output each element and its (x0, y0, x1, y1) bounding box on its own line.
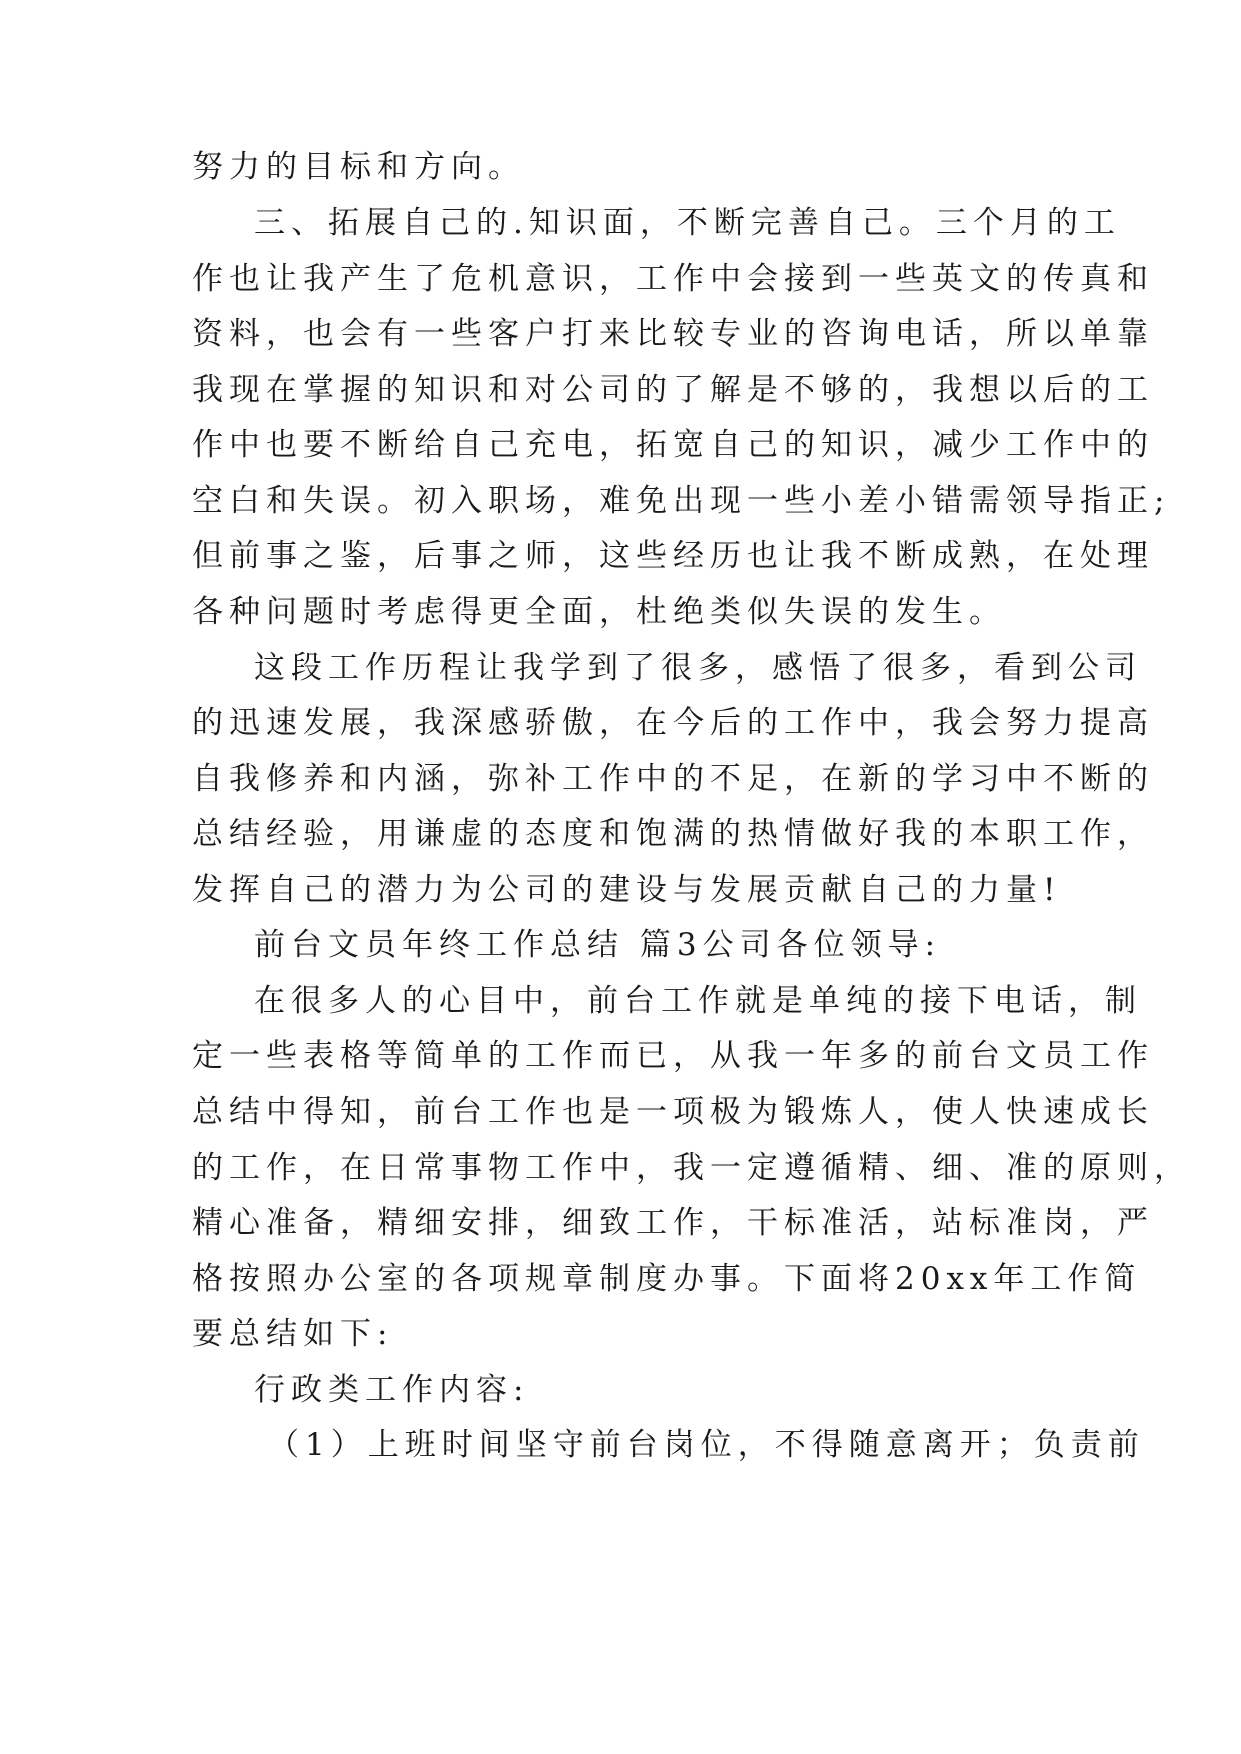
text-line: 精心准备，精细安排，细致工作，干标准活，站标准岗，严 (192, 1205, 1154, 1241)
text-line: 我现在掌握的知识和对公司的了解是不够的，我想以后的工 (192, 372, 1154, 408)
text-line: 努力的目标和方向。 (192, 149, 525, 185)
subheading-line: 行政类工作内容: (254, 1372, 530, 1408)
text-line: 自我修养和内涵，弥补工作中的不足，在新的学习中不断的 (192, 761, 1154, 797)
text-line: 作中也要不断给自己充电，拓宽自己的知识，减少工作中的 (192, 427, 1154, 463)
article-heading-line: 前台文员年终工作总结 篇3公司各位领导: (254, 927, 942, 963)
text-line: 但前事之鉴，后事之师，这些经历也让我不断成熟，在处理 (192, 538, 1154, 574)
section-heading-line: 三、拓展自己的.知识面，不断完善自己。三个月的工 (254, 205, 1121, 241)
text-line: 总结经验，用谦虚的态度和饱满的热情做好我的本职工作， (192, 816, 1154, 852)
text-line: 的工作，在日常事物工作中，我一定遵循精、细、准的原则， (192, 1150, 1191, 1186)
list-item-line: （1）上班时间坚守前台岗位，不得随意离开；负责前 (268, 1427, 1145, 1463)
text-line: 各种问题时考虑得更全面，杜绝类似失误的发生。 (192, 594, 1006, 630)
text-line: 格按照办公室的各项规章制度办事。下面将20xx年工作简 (192, 1261, 1142, 1297)
text-line: 空白和失误。初入职场，难免出现一些小差小错需领导指正; (192, 483, 1171, 519)
text-line: 总结中得知，前台工作也是一项极为锻炼人，使人快速成长 (192, 1094, 1154, 1130)
paragraph-start-line: 这段工作历程让我学到了很多，感悟了很多，看到公司 (254, 650, 1142, 686)
text-line: 要总结如下: (192, 1316, 394, 1352)
paragraph-start-line: 在很多人的心目中，前台工作就是单纯的接下电话，制 (254, 983, 1142, 1019)
text-line: 定一些表格等简单的工作而已，从我一年多的前台文员工作 (192, 1038, 1154, 1074)
text-line: 的迅速发展，我深感骄傲，在今后的工作中，我会努力提高 (192, 705, 1154, 741)
text-line: 资料，也会有一些客户打来比较专业的咨询电话，所以单靠 (192, 316, 1154, 352)
text-line: 作也让我产生了危机意识，工作中会接到一些英文的传真和 (192, 261, 1154, 297)
text-line: 发挥自己的潜力为公司的建设与发展贡献自己的力量! (192, 872, 1062, 908)
